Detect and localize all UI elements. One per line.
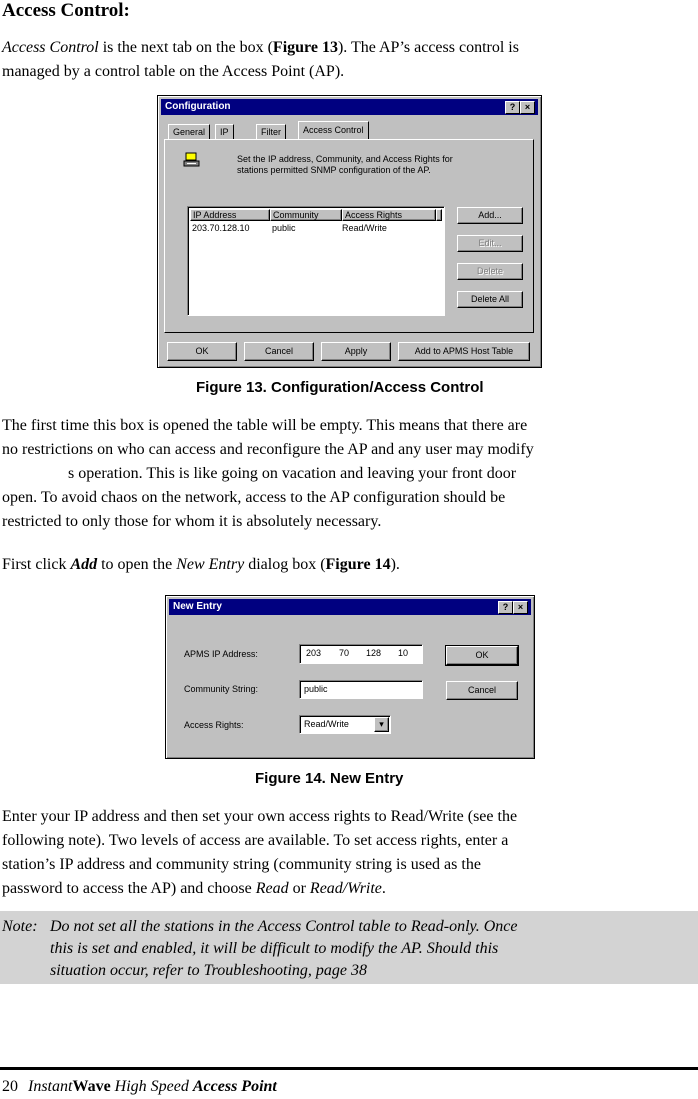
column-blank xyxy=(436,209,442,221)
para3-add: Add xyxy=(70,556,98,573)
configuration-titlebar xyxy=(161,99,538,115)
paragraph-enter-ip xyxy=(2,807,517,899)
add-button[interactable]: Add... xyxy=(457,207,523,224)
access-rights-label: Access Rights: xyxy=(184,720,244,730)
figure-14-caption: Figure 14. New Entry xyxy=(255,770,404,787)
note-line2: this is set and enabled, it will be difficult to modify the AP. Should this xyxy=(50,940,499,957)
chevron-down-icon[interactable]: ▾ xyxy=(374,717,389,732)
ok-button[interactable]: OK xyxy=(446,646,518,665)
intro-line2: managed by a control table on the Access Point (AP). xyxy=(2,63,345,80)
network-computer-icon xyxy=(183,152,201,168)
column-ip-address[interactable]: IP Address xyxy=(190,209,270,221)
intro-paragraph xyxy=(2,38,519,82)
note-line3: situation occur, refer to Troubleshooting, page 38 xyxy=(50,962,368,979)
para3-mid: to open the xyxy=(97,556,177,573)
note-box xyxy=(0,911,698,984)
para4-line1: Enter your IP address and then set your own access rights to Read/Write (see the xyxy=(2,808,518,825)
footer xyxy=(2,1077,277,1097)
access-list[interactable] xyxy=(187,206,445,316)
community-value: public xyxy=(304,684,328,694)
para4-line3: station’s IP address and community string (community string is used as the xyxy=(2,856,481,873)
brand-access-point: Access Point xyxy=(192,1078,277,1095)
tab-panel xyxy=(164,139,534,333)
community-string-input[interactable] xyxy=(299,680,423,699)
para3-figure-ref: Figure 14 xyxy=(325,556,391,573)
tab-access-control[interactable]: Access Control xyxy=(298,121,369,139)
para4-end: . xyxy=(381,880,386,897)
intro-figure-ref: Figure 13 xyxy=(272,39,338,56)
paragraph-first-click xyxy=(2,555,400,575)
row-rights: Read/Write xyxy=(342,223,387,233)
cancel-button[interactable]: Cancel xyxy=(446,681,518,700)
para4-read: Read xyxy=(255,880,289,897)
tab-filter[interactable]: Filter xyxy=(256,124,286,140)
row-community: public xyxy=(272,223,296,233)
para2-line5: restricted to only those for whom it is absolutely necessary. xyxy=(2,513,382,530)
delete-all-button[interactable]: Delete All xyxy=(457,291,523,308)
intro-text: is the next tab on the box ( xyxy=(98,39,273,56)
para4-line2: following note). Two levels of access are available. To set access rights, enter a xyxy=(2,832,509,849)
intro-text-end: ). The AP’s access control is xyxy=(337,39,519,56)
close-button[interactable]: × xyxy=(513,601,528,614)
brand-rest: High Speed xyxy=(110,1078,193,1095)
para2-line4: open. To avoid chaos on the network, access to the AP configuration should be xyxy=(2,489,506,506)
new-entry-title: New Entry xyxy=(173,601,222,612)
column-access-rights[interactable]: Access Rights xyxy=(342,209,436,221)
info-line-2: stations permitted SNMP configuration of the AP. xyxy=(237,165,431,175)
tab-general[interactable]: General xyxy=(168,124,210,140)
edit-button[interactable]: Edit... xyxy=(457,235,523,252)
ip-octet-4: 10 xyxy=(398,648,409,658)
help-button[interactable]: ? xyxy=(505,101,520,114)
para2-line3: s operation. This is like going on vacation and leaving your front door xyxy=(68,465,517,482)
add-to-host-table-button[interactable]: Add to APMS Host Table xyxy=(398,342,530,361)
para2-line1: The first time this box is opened the table will be empty. This means that there are xyxy=(2,417,528,434)
section-heading: Access Control: xyxy=(2,0,130,21)
footer-rule xyxy=(0,1067,698,1070)
info-line-1: Set the IP address, Community, and Access Rights for xyxy=(237,154,453,164)
para2-line2: no restrictions on who can access and reconfigure the AP and any user may modify xyxy=(2,441,534,458)
ip-octet-2: 70 xyxy=(339,648,350,658)
note-line1: Do not set all the stations in the Access Control table to Read-only. Once xyxy=(50,918,518,935)
para4-or: or xyxy=(288,880,310,897)
para4-line4-start: password to access the AP) and choose xyxy=(2,880,256,897)
table-row[interactable] xyxy=(192,223,432,234)
configuration-title: Configuration xyxy=(165,101,231,112)
brand-wave: Wave xyxy=(72,1078,111,1095)
para3-mid2: dialog box ( xyxy=(244,556,326,573)
new-entry-titlebar xyxy=(169,599,531,615)
para3-entry: New Entry xyxy=(176,556,245,573)
figure-13-caption: Figure 13. Configuration/Access Control xyxy=(196,379,484,396)
help-button[interactable]: ? xyxy=(498,601,513,614)
note-label: Note: xyxy=(2,918,38,935)
column-community[interactable]: Community xyxy=(270,209,342,221)
paragraph-empty-table xyxy=(2,416,534,532)
close-button[interactable]: × xyxy=(520,101,535,114)
note-text xyxy=(50,916,518,982)
ok-button[interactable]: OK xyxy=(167,342,237,361)
configuration-dialog xyxy=(157,95,542,368)
ip-octet-1: 203 xyxy=(306,648,322,658)
apply-button[interactable]: Apply xyxy=(321,342,391,361)
cancel-button[interactable]: Cancel xyxy=(244,342,314,361)
page-number: 20 xyxy=(2,1078,18,1095)
tab-ip[interactable]: IP xyxy=(215,124,234,140)
list-header xyxy=(190,209,442,221)
ip-address-label: APMS IP Address: xyxy=(184,649,258,659)
access-rights-value: Read/Write xyxy=(304,719,349,729)
community-string-label: Community String: xyxy=(184,684,259,694)
access-rights-select[interactable] xyxy=(299,715,391,734)
delete-button[interactable]: Delete xyxy=(457,263,523,280)
new-entry-dialog xyxy=(165,595,535,759)
para4-read-write: Read/Write xyxy=(309,880,382,897)
ip-address-input[interactable] xyxy=(299,644,423,664)
ip-octet-3: 128 xyxy=(366,648,382,658)
row-ip: 203.70.128.10 xyxy=(192,223,250,233)
brand-instant: Instant xyxy=(28,1078,73,1095)
info-text xyxy=(237,154,453,176)
para3-start: First click xyxy=(2,556,71,573)
para3-end: ). xyxy=(390,556,400,573)
intro-italic: Access Control xyxy=(2,39,99,56)
